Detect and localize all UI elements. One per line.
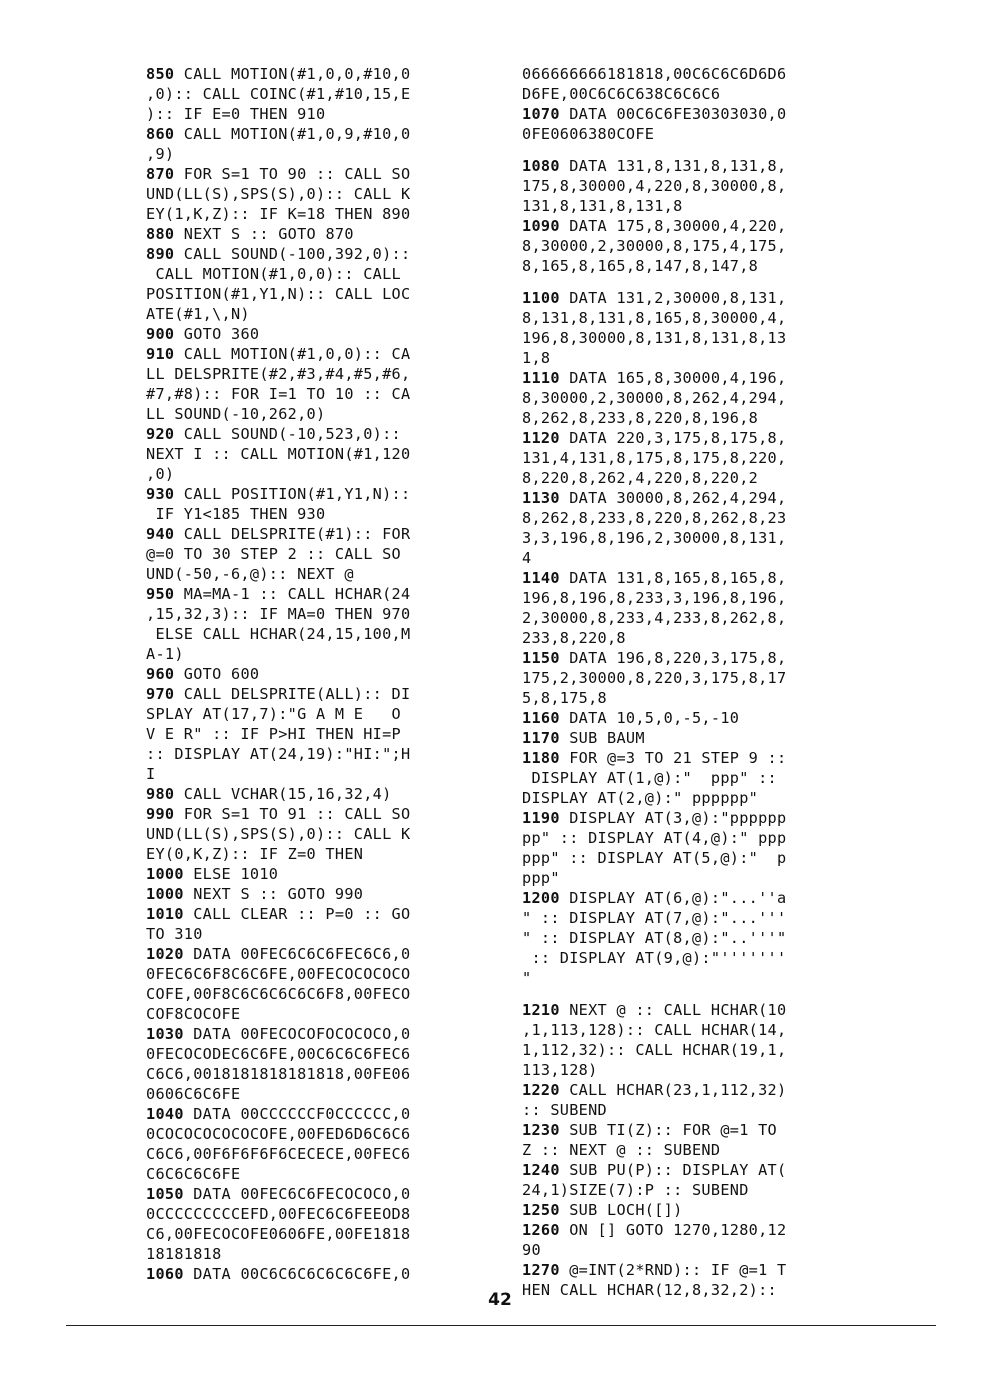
code-text: DISPLAY AT(3,@):"pppppp bbox=[559, 809, 787, 827]
code-line bbox=[522, 308, 862, 328]
code-text: 8,30000,2,30000,8,262,4,294, bbox=[522, 389, 787, 407]
code-line bbox=[146, 164, 486, 184]
code-line bbox=[522, 1200, 862, 1220]
code-line bbox=[146, 1184, 486, 1204]
code-line bbox=[522, 908, 862, 928]
code-line bbox=[146, 1164, 486, 1184]
code-line bbox=[522, 288, 862, 308]
code-line bbox=[522, 868, 862, 888]
line-number: 1170 bbox=[522, 729, 560, 747]
code-text: " :: DISPLAY AT(7,@):"...''' bbox=[522, 909, 787, 927]
code-text: D6FE,00C6C6C638C6C6C6 bbox=[522, 85, 721, 103]
code-line bbox=[522, 448, 862, 468]
code-line bbox=[146, 1224, 486, 1244]
code-text: ):: IF E=0 THEN 910 bbox=[146, 105, 326, 123]
code-line bbox=[146, 244, 486, 264]
line-number: 1180 bbox=[522, 749, 560, 767]
code-line bbox=[146, 644, 486, 664]
line-number: 1250 bbox=[522, 1201, 560, 1219]
code-line bbox=[522, 828, 862, 848]
code-line bbox=[146, 524, 486, 544]
code-text: CALL MOTION(#1,0,0):: CA bbox=[174, 345, 411, 363]
line-number: 1030 bbox=[146, 1025, 184, 1043]
code-line bbox=[522, 104, 862, 124]
code-text: ELSE 1010 bbox=[183, 865, 279, 883]
code-text: 24,1)SIZE(7):P :: SUBEND bbox=[522, 1181, 749, 1199]
code-text: DATA 131,2,30000,8,131, bbox=[559, 289, 787, 307]
code-text: 2,30000,8,233,4,233,8,262,8, bbox=[522, 609, 787, 627]
code-line bbox=[522, 728, 862, 748]
code-text: IF Y1<185 THEN 930 bbox=[146, 505, 326, 523]
code-text: NEXT S :: GOTO 870 bbox=[174, 225, 354, 243]
line-number: 940 bbox=[146, 525, 175, 543]
code-line bbox=[522, 468, 862, 488]
code-text: 0FE0606380COFE bbox=[522, 125, 655, 143]
code-text: SUB PU(P):: DISPLAY AT( bbox=[559, 1161, 787, 1179]
line-number: 1070 bbox=[522, 105, 560, 123]
code-text: CALL SOUND(-10,523,0):: bbox=[174, 425, 401, 443]
code-line bbox=[522, 84, 862, 104]
code-line bbox=[522, 1100, 862, 1120]
code-line bbox=[146, 664, 486, 684]
code-text: DATA 10,5,0,-5,-10 bbox=[559, 709, 740, 727]
code-line bbox=[522, 768, 862, 788]
code-text: FOR @=3 TO 21 STEP 9 :: bbox=[559, 749, 787, 767]
code-text: 113,128) bbox=[522, 1061, 598, 1079]
code-text: UND(LL(S),SPS(S),0):: CALL K bbox=[146, 185, 411, 203]
code-line bbox=[522, 708, 862, 728]
line-number: 900 bbox=[146, 325, 175, 343]
code-text: @=0 TO 30 STEP 2 :: CALL SO bbox=[146, 545, 401, 563]
code-line bbox=[146, 684, 486, 704]
code-text: ,9) bbox=[146, 145, 175, 163]
line-number: 1210 bbox=[522, 1001, 560, 1019]
code-text: 0606C6C6FE bbox=[146, 1085, 241, 1103]
code-line bbox=[146, 744, 486, 764]
code-text: #7,#8):: FOR I=1 TO 10 :: CA bbox=[146, 385, 411, 403]
code-text: COF8COCOFE bbox=[146, 1005, 241, 1023]
code-line bbox=[146, 884, 486, 904]
code-text: 3,3,196,8,196,2,30000,8,131, bbox=[522, 529, 787, 547]
code-text: A-1) bbox=[146, 645, 184, 663]
code-line bbox=[522, 1260, 862, 1280]
code-text: C6C6C6C6FE bbox=[146, 1165, 241, 1183]
line-number: 970 bbox=[146, 685, 175, 703]
line-number: 980 bbox=[146, 785, 175, 803]
code-line bbox=[146, 124, 486, 144]
code-text: MA=MA-1 :: CALL HCHAR(24 bbox=[174, 585, 411, 603]
code-text: TO 310 bbox=[146, 925, 203, 943]
code-text: 0COCOCOCOCOCOFE,00FED6D6C6C6 bbox=[146, 1125, 411, 1143]
code-line bbox=[522, 368, 862, 388]
code-line bbox=[522, 668, 862, 688]
code-line bbox=[146, 824, 486, 844]
code-line bbox=[146, 104, 486, 124]
code-line bbox=[146, 1004, 486, 1024]
code-text: Z :: NEXT @ :: SUBEND bbox=[522, 1141, 721, 1159]
code-text: 233,8,220,8 bbox=[522, 629, 626, 647]
code-line bbox=[522, 508, 862, 528]
code-line bbox=[522, 1060, 862, 1080]
line-number: 1240 bbox=[522, 1161, 560, 1179]
code-text: DATA 30000,8,262,4,294, bbox=[559, 489, 787, 507]
code-text: V E R" :: IF P>HI THEN HI=P bbox=[146, 725, 401, 743]
code-text: 0CCCCCCCCCEFD,00FEC6C6FEEOD8 bbox=[146, 1205, 411, 1223]
line-number: 1000 bbox=[146, 865, 184, 883]
code-line bbox=[522, 196, 862, 216]
line-number: 1040 bbox=[146, 1105, 184, 1123]
code-text: DATA 220,3,175,8,175,8, bbox=[559, 429, 787, 447]
code-text: FOR S=1 TO 91 :: CALL SO bbox=[174, 805, 411, 823]
code-text: :: SUBEND bbox=[522, 1101, 607, 1119]
line-number: 850 bbox=[146, 65, 175, 83]
code-text: CALL DELSPRITE(#1):: FOR bbox=[174, 525, 411, 543]
code-line bbox=[146, 844, 486, 864]
code-line bbox=[522, 1000, 862, 1020]
line-number: 1150 bbox=[522, 649, 560, 667]
code-line bbox=[146, 344, 486, 364]
line-number: 1010 bbox=[146, 905, 184, 923]
code-line bbox=[522, 748, 862, 768]
line-number: 960 bbox=[146, 665, 175, 683]
code-line bbox=[146, 264, 486, 284]
code-text: 196,8,30000,8,131,8,131,8,13 bbox=[522, 329, 787, 347]
code-text: DATA 175,8,30000,4,220, bbox=[559, 217, 787, 235]
code-line bbox=[146, 324, 486, 344]
line-number: 950 bbox=[146, 585, 175, 603]
line-number: 1190 bbox=[522, 809, 560, 827]
code-text: 8,30000,2,30000,8,175,4,175, bbox=[522, 237, 787, 255]
code-text: CALL MOTION(#1,0,0,#10,0 bbox=[174, 65, 411, 83]
code-text: UND(LL(S),SPS(S),0):: CALL K bbox=[146, 825, 411, 843]
code-line bbox=[146, 444, 486, 464]
code-text: POSITION(#1,Y1,N):: CALL LOC bbox=[146, 285, 411, 303]
code-line bbox=[522, 1160, 862, 1180]
code-line bbox=[522, 428, 862, 448]
code-line bbox=[522, 1140, 862, 1160]
code-line bbox=[146, 724, 486, 744]
code-line bbox=[522, 256, 862, 276]
code-text: 1,112,32):: CALL HCHAR(19,1, bbox=[522, 1041, 787, 1059]
code-line bbox=[146, 784, 486, 804]
code-text: ELSE CALL HCHAR(24,15,100,M bbox=[146, 625, 411, 643]
code-line bbox=[146, 1244, 486, 1264]
code-text: 175,2,30000,8,220,3,175,8,17 bbox=[522, 669, 787, 687]
left-code-column bbox=[146, 64, 486, 1284]
code-text: 4 bbox=[522, 549, 532, 567]
bottom-rule bbox=[66, 1325, 936, 1326]
code-text: @=INT(2*RND):: IF @=1 T bbox=[559, 1261, 787, 1279]
code-text: 8,262,8,233,8,220,8,262,8,23 bbox=[522, 509, 787, 527]
code-line bbox=[146, 564, 486, 584]
line-number: 1270 bbox=[522, 1261, 560, 1279]
code-line bbox=[146, 544, 486, 564]
code-text: 8,165,8,165,8,147,8,147,8 bbox=[522, 257, 759, 275]
code-text: CALL SOUND(-100,392,0):: bbox=[174, 245, 411, 263]
code-line bbox=[146, 284, 486, 304]
code-line bbox=[146, 1104, 486, 1124]
code-text: 131,8,131,8,131,8 bbox=[522, 197, 683, 215]
block-spacer bbox=[522, 988, 862, 1000]
line-number: 1100 bbox=[522, 289, 560, 307]
code-line bbox=[146, 504, 486, 524]
code-line bbox=[146, 184, 486, 204]
code-line bbox=[522, 568, 862, 588]
code-line bbox=[146, 1144, 486, 1164]
code-line bbox=[146, 764, 486, 784]
code-line bbox=[522, 176, 862, 196]
code-line bbox=[146, 924, 486, 944]
code-text: GOTO 360 bbox=[174, 325, 260, 343]
code-text: DATA 00FEC6C6C6FEC6C6,0 bbox=[183, 945, 411, 963]
code-line bbox=[522, 408, 862, 428]
code-text: :: DISPLAY AT(24,19):"HI:";H bbox=[146, 745, 411, 763]
code-text: LL SOUND(-10,262,0) bbox=[146, 405, 326, 423]
code-line bbox=[522, 588, 862, 608]
code-line bbox=[146, 804, 486, 824]
code-line bbox=[146, 1084, 486, 1104]
code-line bbox=[146, 604, 486, 624]
code-text: " bbox=[522, 969, 532, 987]
code-text: 0FEC6C6F8C6C6FE,00FECOCOCOCO bbox=[146, 965, 411, 983]
code-text: DATA 131,8,131,8,131,8, bbox=[559, 157, 787, 175]
line-number: 1000 bbox=[146, 885, 184, 903]
code-line bbox=[146, 584, 486, 604]
code-text: ,0) bbox=[146, 465, 175, 483]
line-number: 930 bbox=[146, 485, 175, 503]
code-text: SUB LOCH([]) bbox=[559, 1201, 683, 1219]
code-text: CALL MOTION(#1,0,9,#10,0 bbox=[174, 125, 411, 143]
code-text: LL DELSPRITE(#2,#3,#4,#5,#6, bbox=[146, 365, 411, 383]
code-text: DATA 131,8,165,8,165,8, bbox=[559, 569, 787, 587]
code-text: DISPLAY AT(6,@):"...''a bbox=[559, 889, 787, 907]
code-text: COFE,00F8C6C6C6C6C6F8,00FECO bbox=[146, 985, 411, 1003]
code-line bbox=[146, 424, 486, 444]
code-text: 8,131,8,131,8,165,8,30000,4, bbox=[522, 309, 787, 327]
code-text: CALL MOTION(#1,0,0):: CALL bbox=[146, 265, 401, 283]
code-text: FOR S=1 TO 90 :: CALL SO bbox=[174, 165, 411, 183]
line-number: 910 bbox=[146, 345, 175, 363]
code-text: 18181818 bbox=[146, 1245, 222, 1263]
line-number: 1160 bbox=[522, 709, 560, 727]
code-line bbox=[522, 648, 862, 668]
code-line bbox=[522, 948, 862, 968]
code-text: DATA 165,8,30000,4,196, bbox=[559, 369, 787, 387]
code-line bbox=[522, 1180, 862, 1200]
code-text: SPLAY AT(17,7):"G A M E O bbox=[146, 705, 401, 723]
line-number: 1230 bbox=[522, 1121, 560, 1139]
code-text: ,0):: CALL COINC(#1,#10,15,E bbox=[146, 85, 411, 103]
code-line bbox=[146, 984, 486, 1004]
code-text: 90 bbox=[522, 1241, 541, 1259]
code-line bbox=[146, 204, 486, 224]
code-text: 196,8,196,8,233,3,196,8,196, bbox=[522, 589, 787, 607]
code-line bbox=[522, 388, 862, 408]
code-line bbox=[522, 156, 862, 176]
code-line bbox=[522, 628, 862, 648]
code-line bbox=[522, 1220, 862, 1240]
code-line bbox=[522, 808, 862, 828]
code-text: NEXT I :: CALL MOTION(#1,120 bbox=[146, 445, 411, 463]
line-number: 1260 bbox=[522, 1221, 560, 1239]
code-line bbox=[522, 548, 862, 568]
code-text: GOTO 600 bbox=[174, 665, 260, 683]
line-number: 1020 bbox=[146, 945, 184, 963]
code-line bbox=[146, 144, 486, 164]
code-line bbox=[146, 624, 486, 644]
line-number: 990 bbox=[146, 805, 175, 823]
code-text: HEN CALL HCHAR(12,8,32,2):: bbox=[522, 1281, 777, 1299]
block-spacer bbox=[522, 144, 862, 156]
code-line bbox=[146, 1064, 486, 1084]
code-text: " :: DISPLAY AT(8,@):"..'''" bbox=[522, 929, 787, 947]
line-number: 1120 bbox=[522, 429, 560, 447]
code-text: C6,00FECOCOFE0606FE,00FE1818 bbox=[146, 1225, 411, 1243]
code-text: pp" :: DISPLAY AT(4,@):" ppp bbox=[522, 829, 787, 847]
code-line bbox=[522, 348, 862, 368]
code-line bbox=[522, 608, 862, 628]
code-text: ATE(#1,\,N) bbox=[146, 305, 250, 323]
code-line bbox=[146, 84, 486, 104]
code-line bbox=[522, 928, 862, 948]
code-text: CALL HCHAR(23,1,112,32) bbox=[559, 1081, 787, 1099]
code-line bbox=[522, 328, 862, 348]
code-text: NEXT S :: GOTO 990 bbox=[183, 885, 364, 903]
block-spacer bbox=[522, 276, 862, 288]
code-text: SUB TI(Z):: FOR @=1 TO bbox=[559, 1121, 777, 1139]
code-line bbox=[146, 404, 486, 424]
line-number: 1200 bbox=[522, 889, 560, 907]
code-line bbox=[522, 1120, 862, 1140]
code-text: 5,8,175,8 bbox=[522, 689, 607, 707]
line-number: 880 bbox=[146, 225, 175, 243]
code-line bbox=[146, 864, 486, 884]
code-text: DISPLAY AT(1,@):" ppp" :: bbox=[522, 769, 777, 787]
code-text: DATA 00C6C6C6C6C6C6FE,0 bbox=[183, 1265, 411, 1283]
code-text: :: DISPLAY AT(9,@):"''''''' bbox=[522, 949, 787, 967]
line-number: 1140 bbox=[522, 569, 560, 587]
code-text: I bbox=[146, 765, 156, 783]
code-line bbox=[146, 384, 486, 404]
code-text: NEXT @ :: CALL HCHAR(10 bbox=[559, 1001, 787, 1019]
code-line bbox=[522, 1020, 862, 1040]
code-line bbox=[522, 528, 862, 548]
code-line bbox=[522, 1080, 862, 1100]
code-text: C6C6,0018181818181818,00FE06 bbox=[146, 1065, 411, 1083]
code-text: ,15,32,3):: IF MA=0 THEN 970 bbox=[146, 605, 411, 623]
code-text: DATA 00FEC6C6FECOCOCO,0 bbox=[183, 1185, 411, 1203]
line-number: 1050 bbox=[146, 1185, 184, 1203]
code-text: DATA 00C6C6FE30303030,0 bbox=[559, 105, 787, 123]
line-number: 890 bbox=[146, 245, 175, 263]
code-line bbox=[522, 968, 862, 988]
code-line bbox=[522, 216, 862, 236]
code-line bbox=[146, 704, 486, 724]
code-line bbox=[522, 848, 862, 868]
code-line bbox=[146, 1044, 486, 1064]
code-text: 8,220,8,262,4,220,8,220,2 bbox=[522, 469, 759, 487]
code-text: 8,262,8,233,8,220,8,196,8 bbox=[522, 409, 759, 427]
code-text: EY(0,K,Z):: IF Z=0 THEN bbox=[146, 845, 364, 863]
code-line bbox=[146, 304, 486, 324]
code-text: 1,8 bbox=[522, 349, 551, 367]
code-text: ON [] GOTO 1270,1280,12 bbox=[559, 1221, 787, 1239]
code-line bbox=[522, 688, 862, 708]
line-number: 1090 bbox=[522, 217, 560, 235]
code-text: 0FECOCODEC6C6FE,00C6C6C6FEC6 bbox=[146, 1045, 411, 1063]
code-line bbox=[146, 64, 486, 84]
code-text: CALL DELSPRITE(ALL):: DI bbox=[174, 685, 411, 703]
code-text: EY(1,K,Z):: IF K=18 THEN 890 bbox=[146, 205, 411, 223]
code-text: SUB BAUM bbox=[559, 729, 645, 747]
page-number: 42 bbox=[488, 1290, 512, 1310]
code-line bbox=[146, 364, 486, 384]
code-text: 175,8,30000,4,220,8,30000,8, bbox=[522, 177, 787, 195]
code-text: DATA 196,8,220,3,175,8, bbox=[559, 649, 787, 667]
code-line bbox=[146, 1264, 486, 1284]
line-number: 870 bbox=[146, 165, 175, 183]
code-line bbox=[146, 1124, 486, 1144]
code-line bbox=[522, 788, 862, 808]
code-text: 066666666181818,00C6C6C6D6D6 bbox=[522, 65, 787, 83]
line-number: 1080 bbox=[522, 157, 560, 175]
code-line bbox=[522, 64, 862, 84]
code-line bbox=[522, 488, 862, 508]
code-line bbox=[146, 1024, 486, 1044]
code-line bbox=[522, 888, 862, 908]
code-text: ,1,113,128):: CALL HCHAR(14, bbox=[522, 1021, 787, 1039]
code-text: ppp" :: DISPLAY AT(5,@):" p bbox=[522, 849, 787, 867]
code-line bbox=[146, 944, 486, 964]
code-line bbox=[522, 1240, 862, 1260]
code-text: CALL VCHAR(15,16,32,4) bbox=[174, 785, 392, 803]
code-text: ppp" bbox=[522, 869, 560, 887]
code-text: CALL CLEAR :: P=0 :: GO bbox=[183, 905, 411, 923]
code-text: DATA 00CCCCCCF0CCCCCC,0 bbox=[183, 1105, 411, 1123]
line-number: 1220 bbox=[522, 1081, 560, 1099]
code-text: DATA 00FECOCOFOCOCOCO,0 bbox=[183, 1025, 411, 1043]
code-text: UND(-50,-6,@):: NEXT @ bbox=[146, 565, 354, 583]
code-line bbox=[146, 224, 486, 244]
code-line bbox=[522, 1040, 862, 1060]
code-line bbox=[146, 904, 486, 924]
code-text: CALL POSITION(#1,Y1,N):: bbox=[174, 485, 411, 503]
line-number: 920 bbox=[146, 425, 175, 443]
code-line bbox=[146, 1204, 486, 1224]
code-line bbox=[146, 464, 486, 484]
code-line bbox=[146, 484, 486, 504]
line-number: 1110 bbox=[522, 369, 560, 387]
code-text: 131,4,131,8,175,8,175,8,220, bbox=[522, 449, 787, 467]
right-code-column bbox=[522, 64, 862, 1300]
code-line bbox=[522, 124, 862, 144]
code-line bbox=[522, 236, 862, 256]
line-number: 1130 bbox=[522, 489, 560, 507]
code-line bbox=[146, 964, 486, 984]
code-text: C6C6,00F6F6F6F6CECECE,00FEC6 bbox=[146, 1145, 411, 1163]
line-number: 1060 bbox=[146, 1265, 184, 1283]
line-number: 860 bbox=[146, 125, 175, 143]
code-text: DISPLAY AT(2,@):" pppppp" bbox=[522, 789, 759, 807]
